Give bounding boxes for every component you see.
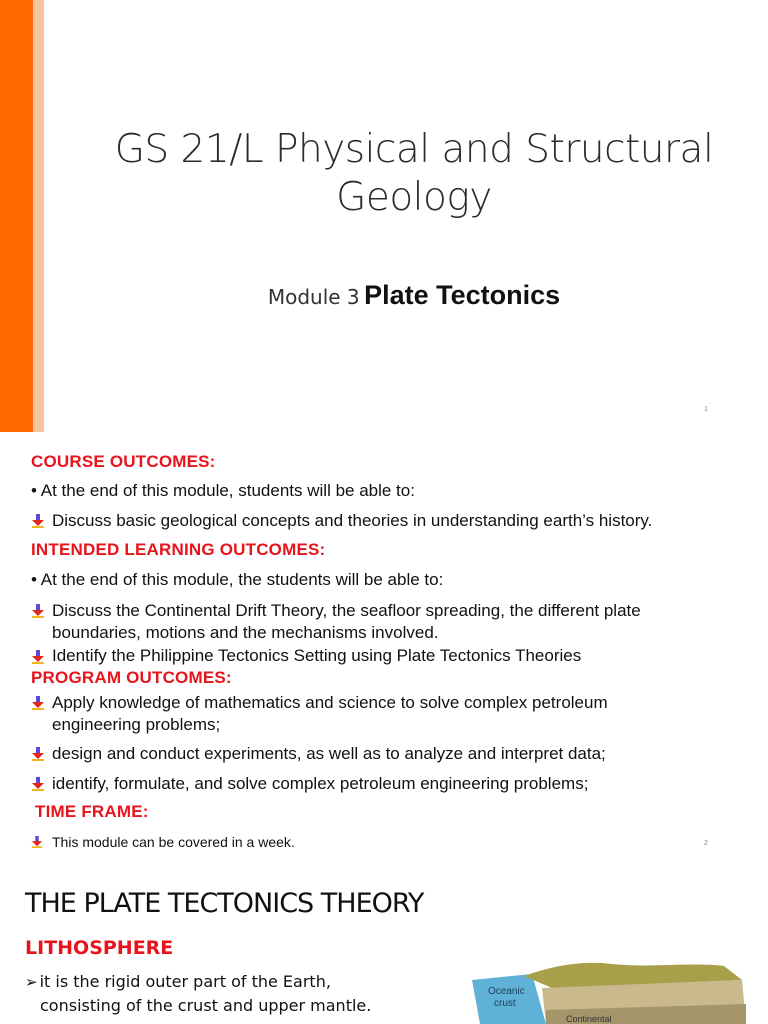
label-oceanic: Oceanic bbox=[488, 986, 525, 997]
lithosphere-diagram bbox=[462, 958, 768, 1024]
program-item-3: identify, formulate, and solve complex petroleum engineering problems; bbox=[52, 774, 589, 793]
ilo-item-1-line-2: boundaries, motions and the mechanisms involved. bbox=[52, 623, 439, 642]
page-number: 1 bbox=[704, 406, 708, 413]
arrowhead-bullet-icon: ➢ bbox=[25, 973, 38, 991]
course-outcomes-heading: COURSE OUTCOMES: bbox=[31, 452, 216, 471]
download-arrow-bullet-icon bbox=[31, 650, 45, 664]
subtitle-topic: Plate Tectonics bbox=[364, 280, 561, 310]
ilo-item-1-line-1: Discuss the Continental Drift Theory, the seafloor spreading, the different plate bbox=[52, 601, 641, 620]
time-frame-heading: TIME FRAME: bbox=[35, 802, 149, 821]
course-item: Discuss basic geological concepts and theories in understanding earth’s history. bbox=[52, 511, 653, 530]
slide-subtitle bbox=[60, 280, 768, 311]
definition-line-2: consisting of the crust and upper mantle. bbox=[40, 996, 372, 1015]
ilo-heading: INTENDED LEARNING OUTCOMES: bbox=[31, 540, 326, 559]
program-item-1-line-2: engineering problems; bbox=[52, 715, 221, 734]
course-intro: • At the end of this module, students will be able to: bbox=[31, 481, 415, 500]
program-item-1-line-1: Apply knowledge of mathematics and science to solve complex petroleum bbox=[52, 693, 608, 712]
subtitle-module: Module 3 bbox=[267, 285, 360, 309]
ilo-intro: • At the end of this module, the students will be able to: bbox=[31, 570, 444, 589]
slide-title-heading bbox=[60, 126, 768, 222]
accent-bar-peach bbox=[33, 0, 44, 432]
label-crust: crust bbox=[494, 998, 516, 1009]
page-number: 2 bbox=[704, 840, 708, 847]
time-item: This module can be covered in a week. bbox=[52, 834, 295, 850]
slide-title bbox=[0, 0, 768, 432]
title-line-1: GS 21/L Physical and Structural bbox=[114, 127, 714, 172]
download-arrow-bullet-icon bbox=[31, 777, 45, 791]
download-arrow-bullet-icon bbox=[31, 747, 45, 761]
lithosphere-definition bbox=[25, 970, 428, 1018]
program-item-2: design and conduct experiments, as well as to analyze and interpret data; bbox=[52, 744, 606, 763]
definition-line-1: it is the rigid outer part of the Earth, bbox=[39, 972, 331, 991]
download-arrow-bullet-icon bbox=[31, 514, 45, 528]
label-continental: Continental bbox=[566, 1014, 612, 1024]
ilo-item-2: Identify the Philippine Tectonics Setting using Plate Tectonics Theories bbox=[52, 646, 582, 665]
program-outcomes-heading: PROGRAM OUTCOMES: bbox=[31, 668, 232, 687]
lithosphere-heading: LITHOSPHERE bbox=[25, 937, 174, 959]
title-line-2: Geology bbox=[336, 175, 492, 220]
slide-outcomes bbox=[0, 432, 768, 860]
download-arrow-bullet-icon bbox=[31, 696, 45, 710]
accent-bar-orange bbox=[0, 0, 33, 432]
download-arrow-bullet-icon bbox=[31, 604, 45, 618]
download-arrow-bullet-icon bbox=[31, 836, 43, 848]
slide-plate-tectonics bbox=[0, 860, 768, 1024]
slide-3-title: THE PLATE TECTONICS THEORY bbox=[25, 888, 424, 919]
